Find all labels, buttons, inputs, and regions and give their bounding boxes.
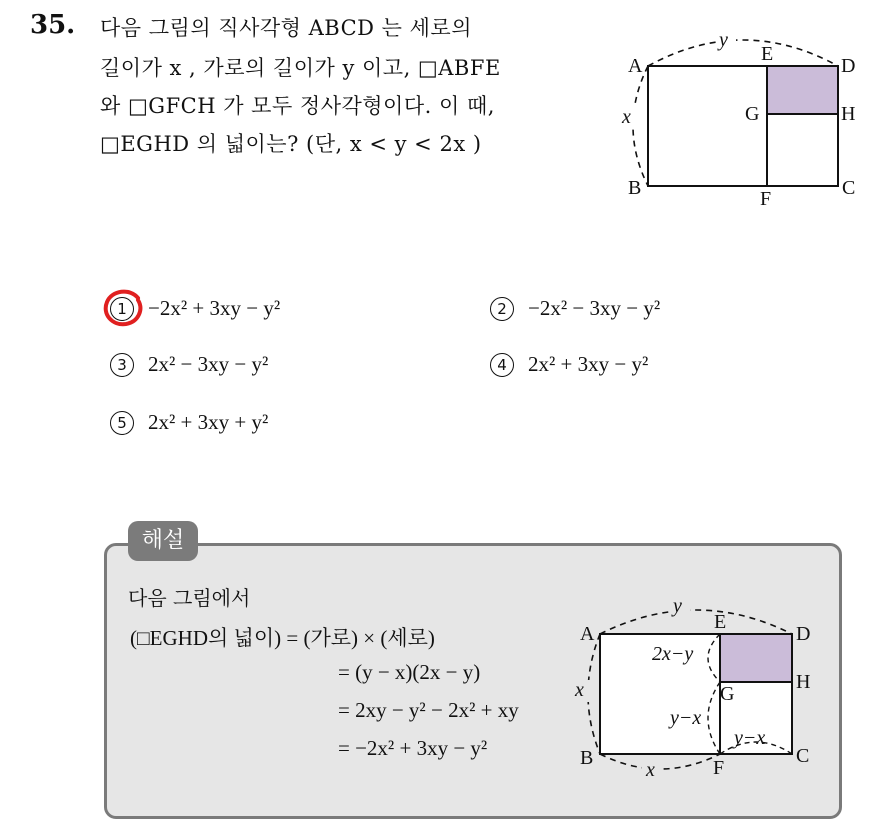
label-2x-minus-y: 2x−y xyxy=(652,643,694,665)
choice-text: 2x² − 3xy − y² xyxy=(148,352,269,376)
explanation-line-4: = −2x² + 3xy − y² xyxy=(338,736,488,760)
label-x-left: x xyxy=(575,679,584,701)
label-e: E xyxy=(761,43,774,65)
question-number: 35. xyxy=(30,10,76,40)
label-h: H xyxy=(841,103,856,125)
label-h: H xyxy=(796,671,811,693)
choice-3[interactable] xyxy=(110,352,268,377)
explanation-tag: 해설 xyxy=(128,521,198,561)
choice-2[interactable] xyxy=(490,296,660,321)
choice-number: 4 xyxy=(490,353,514,377)
question-line-1: 다음 그림의 직사각형 ABCD 는 세로의 xyxy=(100,16,472,40)
label-b: B xyxy=(580,747,594,769)
choice-5[interactable] xyxy=(110,410,268,435)
label-c: C xyxy=(842,177,856,199)
dimension-arc-y xyxy=(648,40,838,66)
label-g: G xyxy=(720,683,735,705)
label-x: x xyxy=(622,106,631,128)
choice-number: 2 xyxy=(490,297,514,321)
explanation-line-1: (□EGHD의 넓이) = (가로) × (세로) xyxy=(130,626,435,650)
label-f: F xyxy=(760,188,772,210)
label-y: y xyxy=(719,29,728,51)
choice-text: −2x² + 3xy − y² xyxy=(148,296,281,320)
label-d: D xyxy=(841,55,856,77)
question-line-3: 와 □GFCH 가 모두 정사각형이다. 이 때, xyxy=(100,94,495,118)
label-f: F xyxy=(713,757,725,779)
question-figure xyxy=(612,22,872,212)
choice-number: 1 xyxy=(110,297,134,321)
label-e: E xyxy=(714,611,727,633)
label-c: C xyxy=(796,745,810,767)
label-y-minus-x-fc: y−x xyxy=(734,727,766,749)
dimension-arc-y xyxy=(600,610,792,634)
label-g: G xyxy=(745,103,760,125)
label-b: B xyxy=(628,177,642,199)
choice-text: 2x² + 3xy − y² xyxy=(528,352,649,376)
choice-1[interactable] xyxy=(110,296,280,321)
choice-number: 5 xyxy=(110,411,134,435)
label-x-bottom: x xyxy=(646,759,655,781)
explanation-figure xyxy=(572,592,822,788)
label-d: D xyxy=(796,623,811,645)
question-line-4: □EGHD 의 넓이는? (단, x < y < 2x ) xyxy=(100,132,482,156)
explanation-line-2: = (y − x)(2x − y) xyxy=(338,660,481,684)
explanation-intro: 다음 그림에서 xyxy=(128,586,251,610)
label-a: A xyxy=(580,623,595,645)
choice-text: 2x² + 3xy + y² xyxy=(148,410,269,434)
shaded-region-eghd xyxy=(720,634,792,682)
question-line-2: 길이가 x , 가로의 길이가 y 이고, □ABFE xyxy=(100,56,501,80)
label-y-minus-x-gf: y−x xyxy=(670,707,702,729)
shaded-region-eghd xyxy=(767,66,838,114)
label-y: y xyxy=(673,595,682,617)
choice-number: 3 xyxy=(110,353,134,377)
label-a: A xyxy=(628,55,643,77)
choice-text: −2x² − 3xy − y² xyxy=(528,296,661,320)
explanation-line-3: = 2xy − y² − 2x² + xy xyxy=(338,698,519,722)
choice-4[interactable] xyxy=(490,352,648,377)
